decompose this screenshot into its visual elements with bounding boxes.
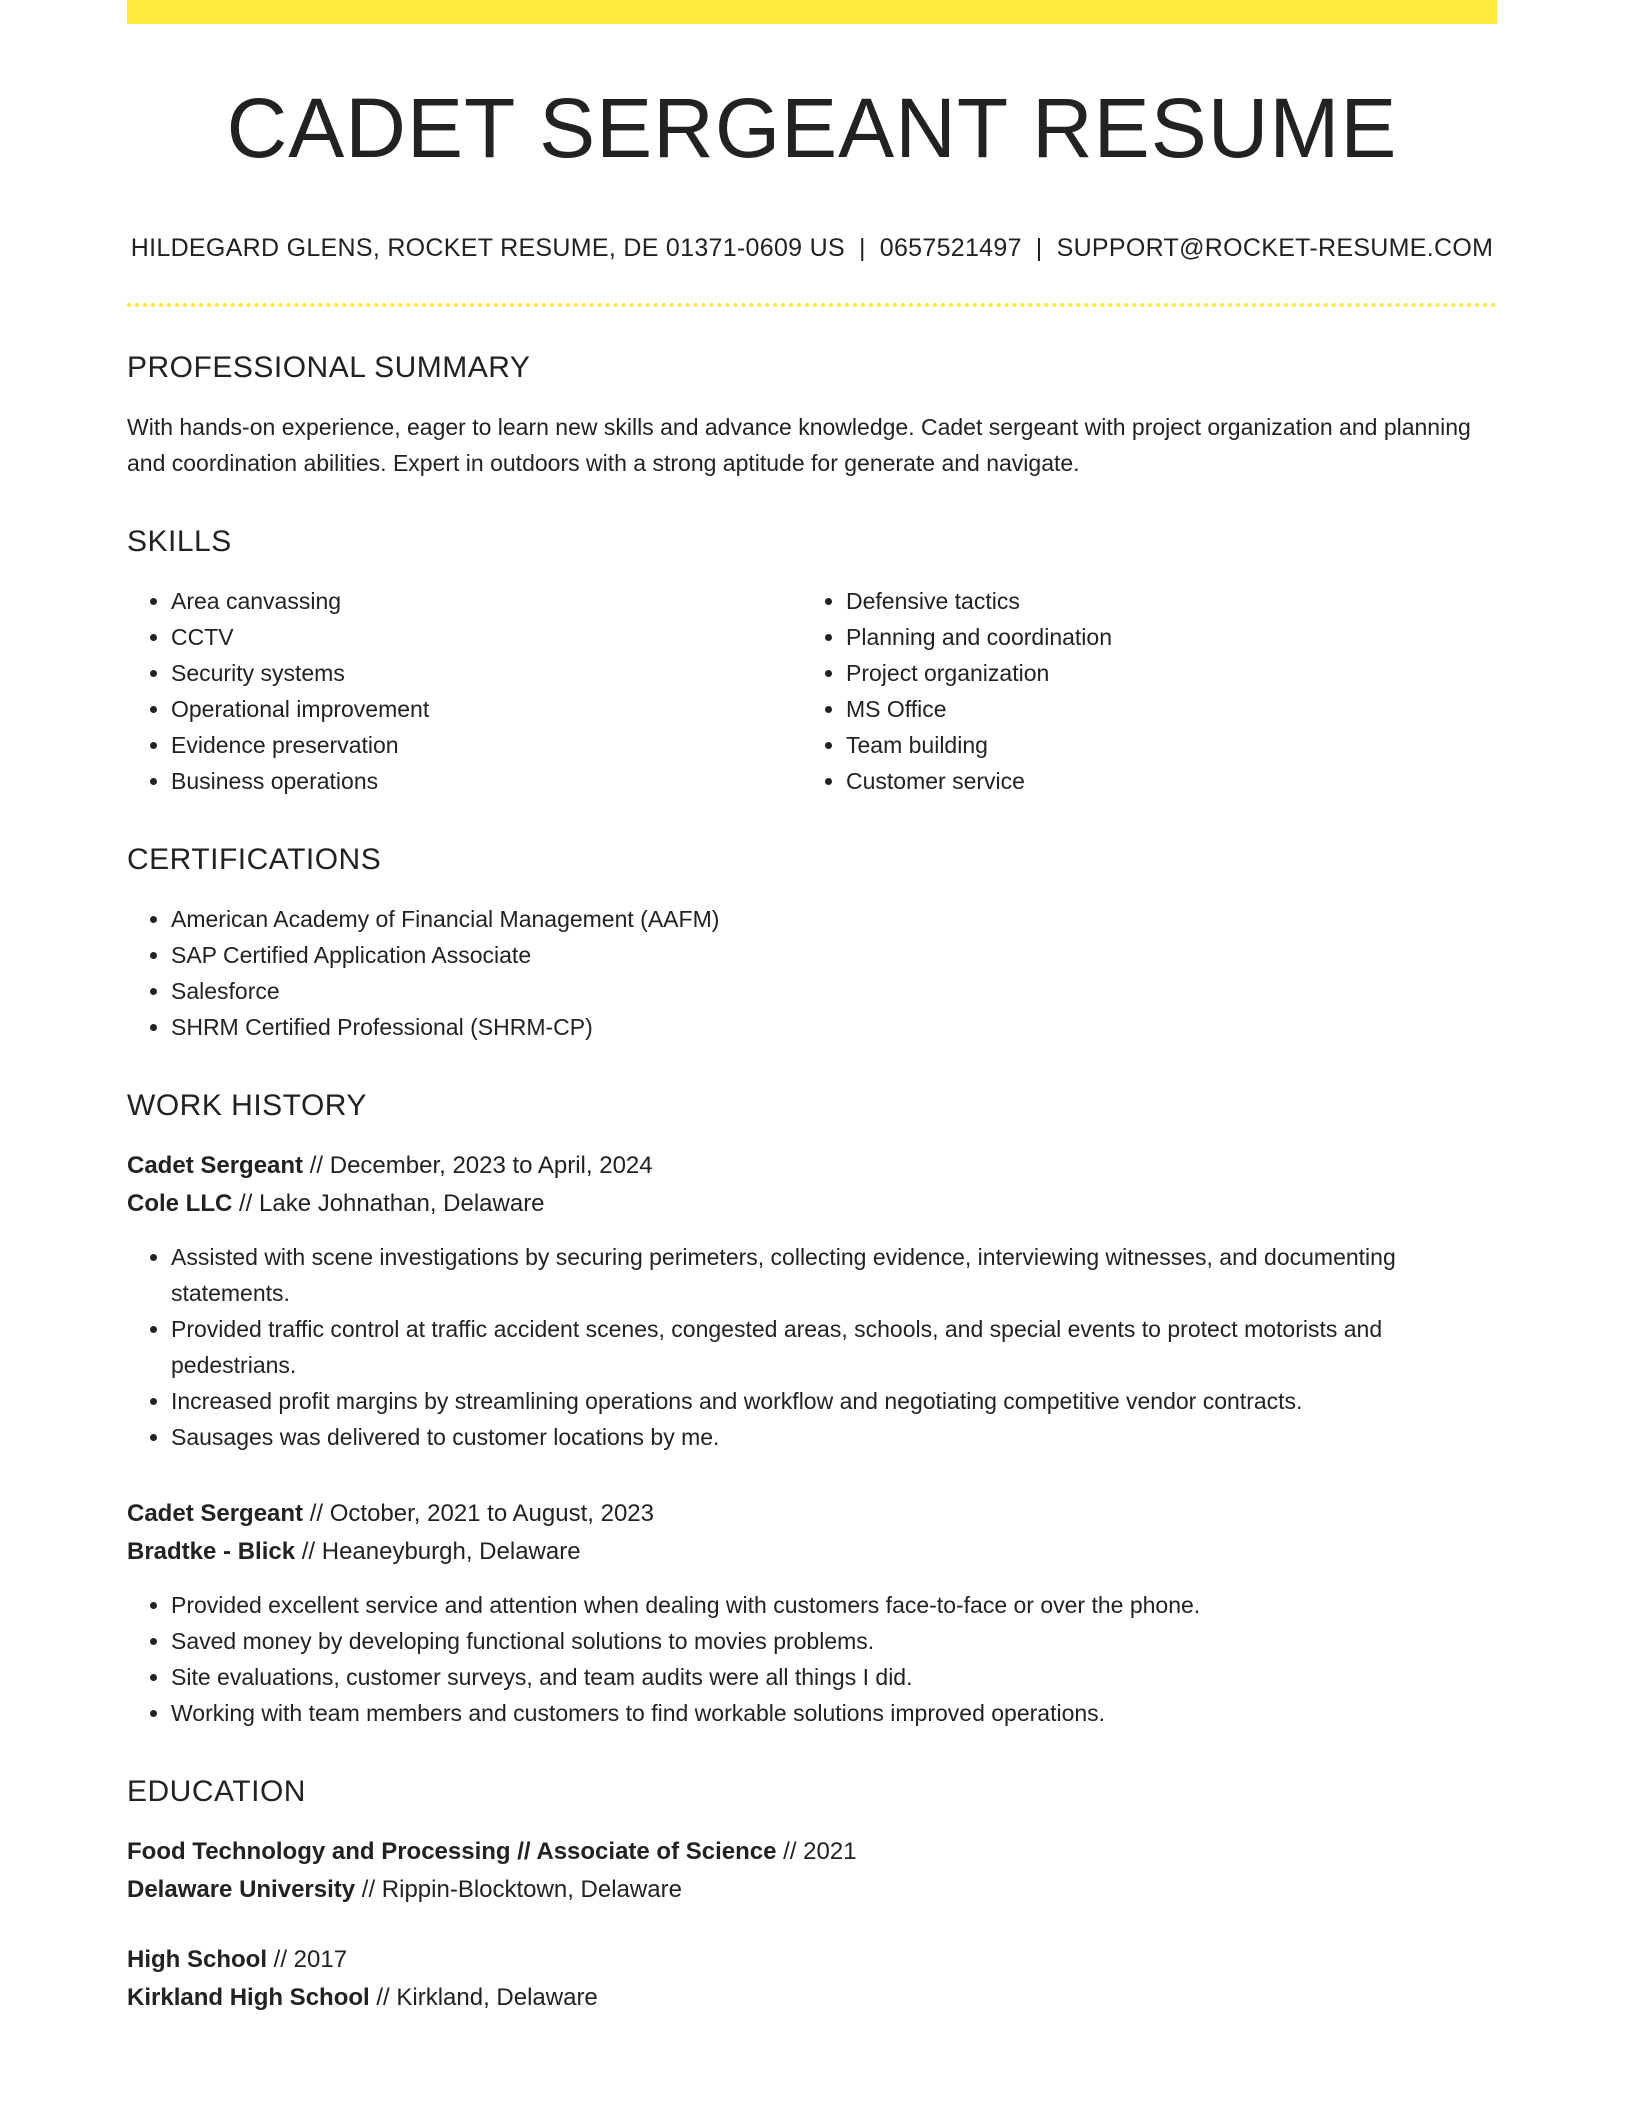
skill-item: • Security systems (171, 655, 802, 691)
job-dates: // October, 2021 to August, 2023 (303, 1500, 654, 1528)
certifications-section (127, 843, 1497, 1045)
education-location: // Kirkland, Delaware (369, 1984, 598, 2012)
job-company-line (127, 1185, 1497, 1223)
accent-top-bar (127, 0, 1497, 24)
education-degree-line (127, 1941, 1497, 1979)
education-school: Delaware University (127, 1876, 356, 1904)
job-dates: // December, 2023 to April, 2024 (303, 1152, 653, 1180)
skill-item: • Business operations (171, 763, 802, 799)
education-school-line (127, 1871, 1497, 1909)
skill-item: • Project organization (846, 655, 1477, 691)
education-location: // Rippin-Blocktown, Delaware (355, 1876, 682, 1904)
job-bullet: • Increased profit margins by streamlining operations and workflow and negotiating competitive vendor contracts. (171, 1383, 1497, 1419)
skill-item: • Evidence preservation (171, 727, 802, 763)
work-history-section (127, 1089, 1497, 1731)
education-heading: EDUCATION (127, 1775, 306, 1809)
education-entry (127, 1941, 1497, 2017)
education-degree-line (127, 1833, 1497, 1871)
job-company: Cole LLC (127, 1190, 233, 1218)
certification-item: • SHRM Certified Professional (SHRM-CP) (171, 1009, 1497, 1045)
job-bullet: • Sausages was delivered to customer locations by me. (171, 1419, 1497, 1455)
dotted-divider (127, 303, 1497, 307)
job-location: // Lake Johnathan, Delaware (232, 1190, 545, 1218)
skills-section (127, 525, 1497, 799)
job-title-line (127, 1147, 1497, 1185)
certification-item: • American Academy of Financial Management (AAFM) (171, 901, 1497, 937)
education-section (127, 1775, 1497, 2017)
education-year: // 2021 (776, 1838, 857, 1866)
job-bullet: • Assisted with scene investigations by securing perimeters, collecting evidence, interviewing witnesses, and documenting statements. (171, 1239, 1497, 1311)
job-title-line (127, 1495, 1497, 1533)
job-location: // Heaneyburgh, Delaware (295, 1538, 581, 1566)
skill-item: • Team building (846, 727, 1477, 763)
work-history-heading: WORK HISTORY (127, 1089, 367, 1123)
skill-item: • MS Office (846, 691, 1477, 727)
skill-item: • Defensive tactics (846, 583, 1477, 619)
education-degree: Food Technology and Processing // Associate of Science (127, 1838, 777, 1866)
contact-email: SUPPORT@ROCKET-RESUME.COM (1056, 234, 1494, 263)
summary-section (127, 351, 1497, 481)
skill-item: • Area canvassing (171, 583, 802, 619)
job-title: Cadet Sergeant (127, 1152, 304, 1180)
contact-separator: | (1035, 234, 1043, 263)
contact-address: HILDEGARD GLENS, ROCKET RESUME, DE 01371-0609 US (130, 234, 845, 263)
skill-item: • CCTV (171, 619, 802, 655)
job-bullets (127, 1587, 1497, 1731)
education-school-line (127, 1979, 1497, 2017)
job-company: Bradtke - Blick (127, 1538, 296, 1566)
contact-line (127, 234, 1497, 263)
contact-separator: | (858, 234, 866, 263)
job-title: Cadet Sergeant (127, 1500, 304, 1528)
contact-phone: 0657521497 (879, 234, 1022, 263)
job-bullet: • Provided traffic control at traffic accident scenes, congested areas, schools, and special events to protect motorists and pedestrians. (171, 1311, 1497, 1383)
education-school: Kirkland High School (127, 1984, 370, 2012)
job-entry (127, 1495, 1497, 1731)
job-bullet: • Working with team members and customers to find workable solutions improved operations. (171, 1695, 1497, 1731)
certification-item: • SAP Certified Application Associate (171, 937, 1497, 973)
job-company-line (127, 1533, 1497, 1571)
skill-item: • Customer service (846, 763, 1477, 799)
job-bullets (127, 1239, 1497, 1455)
education-entry (127, 1833, 1497, 1909)
education-year: // 2017 (267, 1946, 348, 1974)
resume-title: CADET SERGEANT RESUME (226, 81, 1398, 175)
education-degree: High School (127, 1946, 267, 1974)
summary-text: With hands-on experience, eager to learn new skills and advance knowledge. Cadet sergeant with project organization and planning and coordination abilities. Expert in outdoors with a strong aptitude for generate and navigate. (127, 414, 1471, 477)
resume-page (127, 0, 1497, 2017)
skill-item: • Operational improvement (171, 691, 802, 727)
skills-column-left (127, 583, 802, 799)
certification-item: • Salesforce (171, 973, 1497, 1009)
job-bullet: • Provided excellent service and attention when dealing with customers face-to-face or over the phone. (171, 1587, 1497, 1623)
skill-item: • Planning and coordination (846, 619, 1477, 655)
job-bullet: • Site evaluations, customer surveys, and team audits were all things I did. (171, 1659, 1497, 1695)
skills-heading: SKILLS (127, 525, 232, 559)
skills-column-right (802, 583, 1477, 799)
summary-heading: PROFESSIONAL SUMMARY (127, 351, 531, 385)
certifications-list (127, 901, 1497, 1045)
skills-grid (127, 583, 1497, 799)
job-entry (127, 1147, 1497, 1455)
job-bullet: • Saved money by developing functional solutions to movies problems. (171, 1623, 1497, 1659)
certifications-heading: CERTIFICATIONS (127, 843, 382, 877)
